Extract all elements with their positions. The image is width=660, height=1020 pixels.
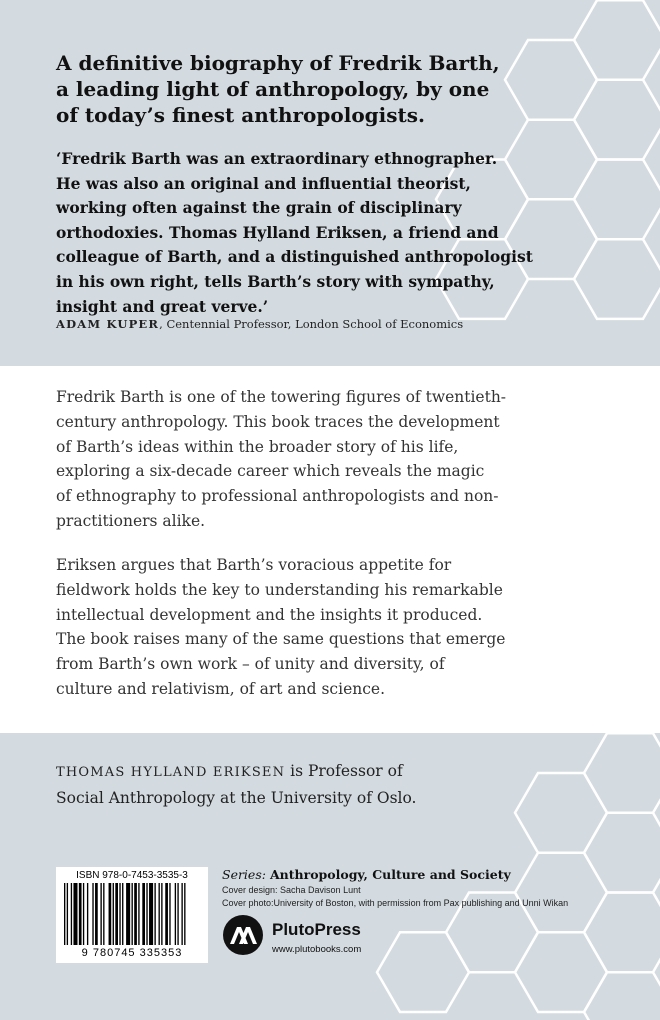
barcode-bar [73, 883, 77, 945]
quote-line: working often against the grain of disciplinary [56, 198, 462, 218]
paragraph-line: of ethnography to professional anthropologists and non- [56, 487, 499, 506]
barcode-bar [64, 883, 65, 945]
barcode-bar [154, 883, 155, 945]
barcode-bar [83, 883, 84, 945]
endorsement-quote [56, 147, 616, 319]
attribution-name: ADAM KUPER [56, 317, 160, 331]
hexagon-outline [515, 853, 607, 933]
barcode-bar [149, 883, 153, 945]
pluto-logo-icon [222, 914, 264, 956]
barcode-bar [95, 883, 98, 945]
publisher-name: PlutoPress [272, 920, 361, 939]
quote-line: ‘Fredrik Barth was an extraordinary ethnographer. [56, 149, 498, 168]
paragraph-line: intellectual development and the insights it produced. [56, 605, 483, 624]
paragraph-line: century anthropology. This book traces the development [56, 412, 500, 431]
headline-line: a leading light of anthropology, by one [56, 77, 490, 101]
barcode-bar [181, 883, 182, 945]
barcode-bar [71, 883, 72, 945]
author-bio [56, 759, 616, 811]
quote-line: in his own right, tells Barth’s story with sympathy, [56, 271, 495, 291]
bio-line [56, 759, 616, 786]
barcode-bar [79, 883, 82, 945]
attribution-title: , Centennial Professor, London School of Economics [159, 317, 464, 331]
author-name: THOMAS HYLLAND ERIKSEN [56, 765, 286, 780]
paragraph-line: fieldwork holds the key to understanding his remarkable [56, 580, 503, 599]
quote-attribution [56, 317, 616, 331]
barcode-bar [109, 883, 112, 945]
barcode-bar [161, 883, 162, 945]
barcode-bar [132, 883, 133, 945]
quote-line: colleague of Barth, and a distinguished anthropologist [56, 247, 533, 267]
quote-line: He was also an original and influential theorist, [56, 173, 471, 193]
hexagon-outline [515, 932, 607, 1012]
paragraph-line: exploring a six-decade career which reveals the magic [56, 462, 485, 481]
headline-line: A definitive biography of Fredrik Barth, [56, 51, 500, 75]
quote-line: orthodoxies. Thomas Hylland Eriksen, a friend and [56, 222, 499, 242]
barcode-bar [159, 883, 160, 945]
paragraph-line: culture and relativism, of art and science. [56, 679, 386, 698]
barcode-bars [64, 883, 200, 945]
quote-line: insight and great verve.’ [56, 296, 269, 316]
paragraph-line: practitioners alike. [56, 511, 206, 530]
hexagon-outline [584, 893, 660, 973]
paragraph-line: Fredrik Barth is one of the towering figures of twentieth- [56, 388, 507, 406]
paragraph-line: from Barth’s own work – of unity and diversity, of [56, 655, 445, 674]
paragraph-line: Eriksen argues that Barth’s voracious appetite for [56, 556, 452, 574]
barcode-bar [103, 883, 104, 945]
barcode-bar [177, 883, 178, 945]
barcode-bar [169, 883, 170, 945]
barcode-bar [87, 883, 88, 945]
barcode-bar [126, 883, 130, 945]
barcode-bar [138, 883, 139, 945]
headline [56, 50, 576, 128]
publisher-website: www.plutobooks.com [272, 944, 362, 955]
series-label: Series: [222, 867, 266, 882]
barcode-bar [92, 883, 93, 945]
description-paragraph-2 [56, 553, 616, 702]
hexagon-outline [377, 932, 469, 1012]
bio-line: Social Anthropology at the University of Oslo. [56, 788, 417, 807]
barcode-bar [184, 883, 185, 945]
description-paragraph-1 [56, 385, 616, 534]
barcode-bar [100, 883, 101, 945]
isbn-number: ISBN 978-0-7453-3535-3 [76, 870, 188, 881]
barcode-bar [115, 883, 118, 945]
paragraph-line: of Barth’s ideas within the broader story of his life, [56, 437, 459, 456]
barcode-bar [134, 883, 137, 945]
barcode-bar [113, 883, 114, 945]
barcode-bar [119, 883, 120, 945]
cover-photo-credit: Cover photo:University of Boston, with permission from Pax publishing and Unni Wikan [222, 898, 569, 908]
bio-text: is Professor of [285, 762, 403, 780]
barcode [56, 867, 208, 963]
barcode-bar [175, 883, 176, 945]
barcode-bar [165, 883, 168, 945]
cover-design-credit: Cover design: Sacha Davison Lunt [222, 885, 361, 895]
barcode-bar [67, 883, 68, 945]
barcode-bar [122, 883, 123, 945]
headline-line: of today’s finest anthropologists. [56, 103, 425, 127]
barcode-bar [146, 883, 147, 945]
hexagon-outline [574, 0, 660, 80]
barcode-bar [142, 883, 145, 945]
series-name: Anthropology, Culture and Society [269, 867, 511, 882]
series-line [222, 867, 511, 882]
hexagon-outline [584, 813, 660, 893]
paragraph-line: The book raises many of the same questions that emerge [56, 630, 506, 649]
hexagon-outline [584, 972, 660, 1020]
ean-digits: 9 780745 335353 [81, 947, 183, 959]
